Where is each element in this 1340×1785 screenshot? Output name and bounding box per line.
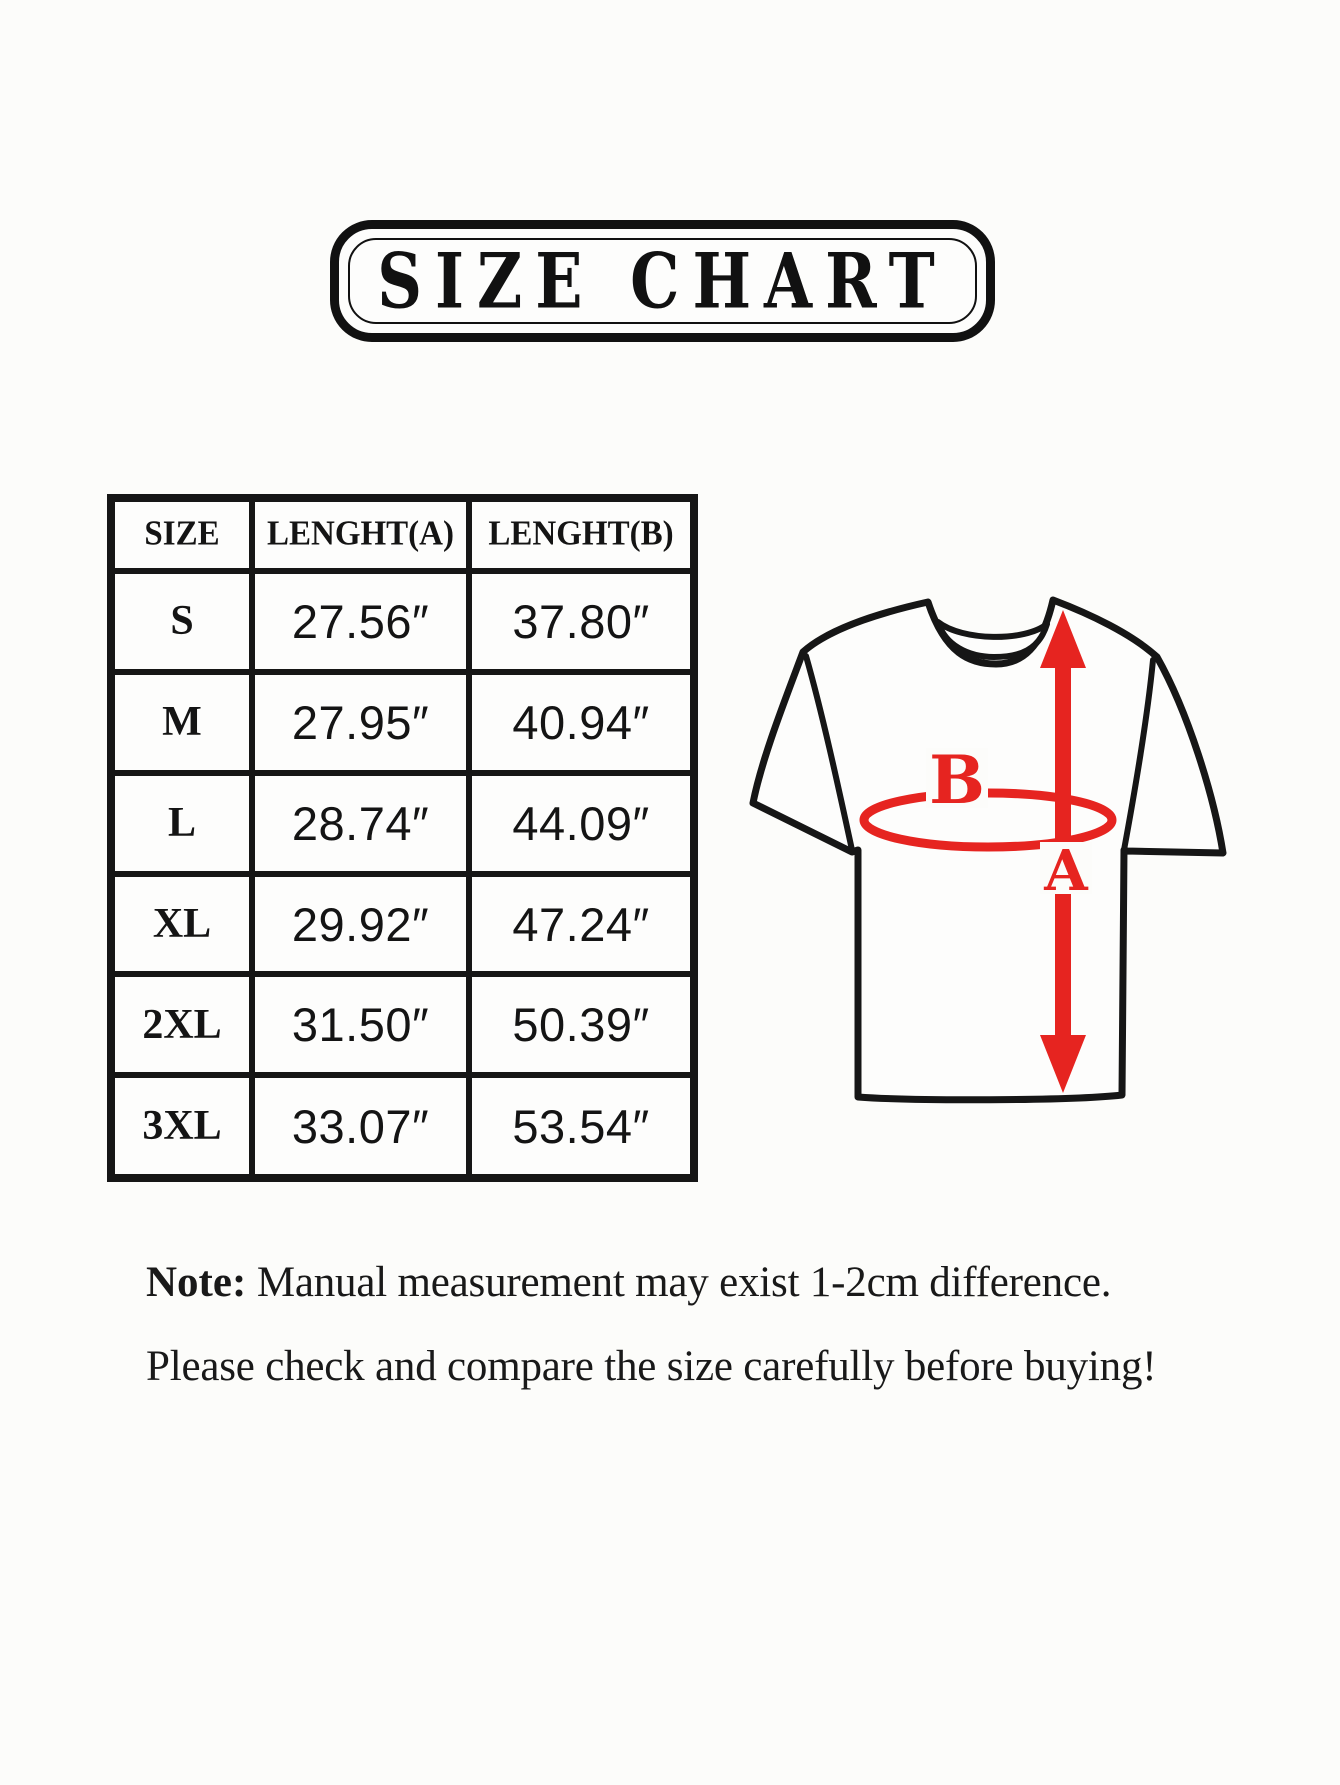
size-label: M [111, 672, 252, 773]
table-row [111, 974, 694, 1075]
length-b-value: 44.09″ [469, 773, 694, 874]
title-box [330, 220, 995, 342]
note-label: Note: [146, 1259, 247, 1306]
table-header-row [111, 498, 694, 571]
label-b: B [929, 741, 985, 819]
length-b-value: 53.54″ [469, 1075, 694, 1178]
length-b-value: 37.80″ [469, 571, 694, 672]
length-b-value: 40.94″ [469, 672, 694, 773]
size-label: L [111, 773, 252, 874]
length-a-value: 29.92″ [252, 874, 469, 975]
note-line-2: Please check and compare the size carefully before buying! [146, 1343, 1157, 1391]
length-a-value: 33.07″ [252, 1075, 469, 1178]
length-a-value: 28.74″ [252, 773, 469, 874]
size-label: 3XL [111, 1075, 252, 1178]
note-block [146, 1256, 1286, 1394]
label-a: A [1044, 838, 1088, 904]
length-a-value: 27.56″ [252, 571, 469, 672]
note-line-1-text: Manual measurement may exist 1-2cm difference. [246, 1259, 1112, 1306]
length-b-value: 50.39″ [469, 974, 694, 1075]
size-label: S [111, 571, 252, 672]
table-row [111, 773, 694, 874]
tshirt-diagram [700, 560, 1260, 1140]
length-a-value: 31.50″ [252, 974, 469, 1075]
length-a-value: 27.95″ [252, 672, 469, 773]
size-label: 2XL [111, 974, 252, 1075]
title-box-inner-border [348, 238, 977, 324]
table-row [111, 1075, 694, 1178]
column-header-length-b: LENGHT(B) [469, 496, 694, 572]
note-line-1 [146, 1256, 1286, 1310]
size-table [107, 494, 698, 1182]
column-header-size: SIZE [111, 496, 252, 572]
table-row [111, 571, 694, 672]
column-header-length-a: LENGHT(A) [252, 496, 469, 572]
table-row [111, 874, 694, 975]
length-b-value: 47.24″ [469, 874, 694, 975]
size-label: XL [111, 874, 252, 975]
table-row [111, 672, 694, 773]
page-title: SIZE CHART [377, 236, 948, 326]
tshirt-svg [700, 560, 1260, 1140]
